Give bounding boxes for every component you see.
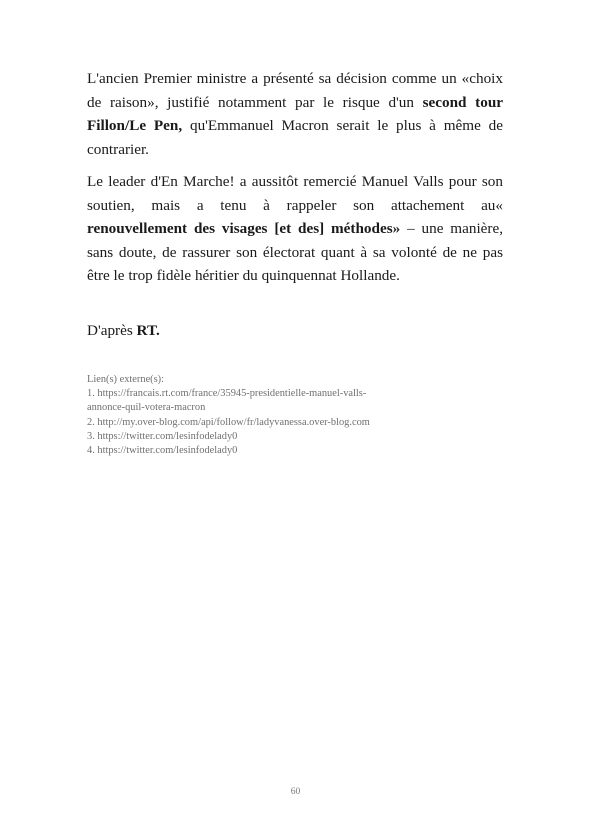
external-links-heading: Lien(s) externe(s):	[87, 374, 165, 385]
external-link-1[interactable]: 1. https://francais.rt.com/france/35945-presidentielle-manuel-valls-	[87, 388, 367, 400]
paragraph-2-text-a: Le leader d'En Marche! a aussitôt remercié Manuel Valls pour son soutien, mais a tenu à rappeler son attachement au«	[87, 173, 503, 214]
source-line	[87, 319, 503, 343]
paragraph-1-text-b: qu'Emmanuel Macron serait le plus à même de contrarier.	[87, 117, 503, 158]
external-link-3[interactable]: 3. https://twitter.com/lesinfodelady0	[87, 430, 238, 442]
source-name: RT.	[136, 322, 160, 339]
paragraph-2-bold: renouvellement des visages [et des] méthodes»	[87, 220, 401, 237]
external-links	[87, 373, 447, 458]
paragraph-2-text-b: – une manière, sans doute, de rassurer son électorat quant à sa volonté de ne pas être le trop fidèle héritier du quinquennat Hollande.	[87, 220, 503, 284]
source-prefix: D'après	[87, 322, 137, 339]
paragraph-1	[87, 67, 503, 161]
page-number: 60	[290, 787, 301, 797]
external-link-4[interactable]: 4. https://twitter.com/lesinfodelady0	[87, 445, 238, 457]
paragraph-1-bold: second tour Fillon/Le Pen,	[87, 93, 504, 134]
paragraph-1-text-a: L'ancien Premier ministre a présenté sa décision comme un «choix de raison», justifié notamment par le risque d'un	[87, 70, 503, 111]
external-link-1-continued[interactable]: annonce-quil-votera-macron	[87, 402, 206, 414]
paragraph-2	[87, 170, 503, 288]
external-link-2[interactable]: 2. http://my.over-blog.com/api/follow/fr/ladyvanessa.over-blog.com	[87, 416, 370, 428]
